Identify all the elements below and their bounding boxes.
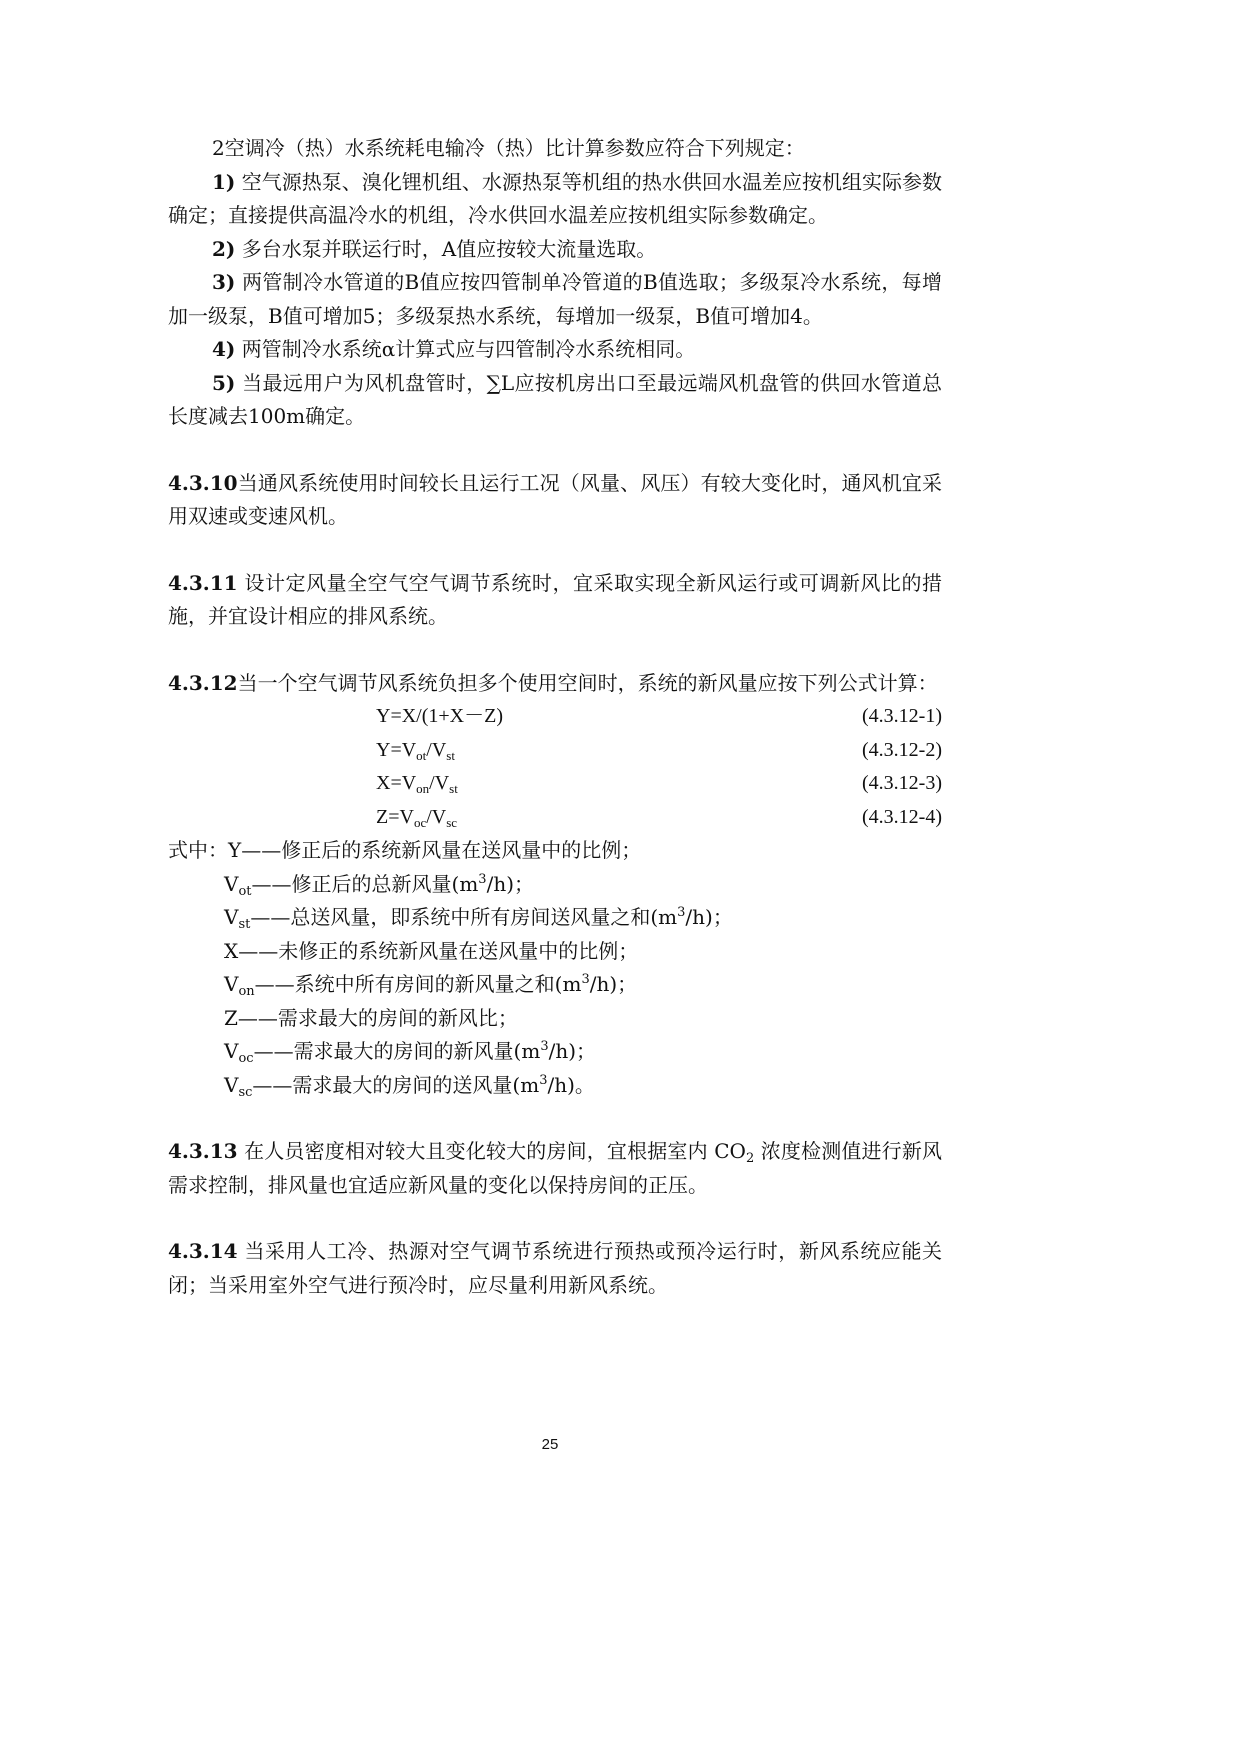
definition-von: $V_{on}——$系统中所有房间的新风量之和$(m^3/h)$；	[224, 972, 638, 999]
formula-4-3-12-3	[168, 767, 942, 801]
clause-text: 设计定风量全空气空气调节系统时，宜采取实现全新风运行或可调新风比的措施，并宜设计相应的排风系统。	[168, 570, 942, 628]
definition-vst: $V_{st}——$总送风量，即系统中所有房间送风量之和$(m^3/h)$；	[224, 905, 733, 932]
formula-expression: $Y=V_{ot}/V_{st}$	[376, 738, 455, 763]
clause-4-3-11	[168, 567, 942, 634]
clause-number: 4.3.10	[168, 470, 238, 495]
formula-expression: Y=X/(1+X－Z)	[376, 705, 503, 727]
item-number: 3)	[212, 270, 236, 294]
section-2-intro: 2空调冷（热）水系统耗电输冷（热）比计算参数应符合下列规定：	[212, 136, 805, 160]
formula-number: (4.3.12-2)	[862, 738, 942, 761]
where-label: 式中：	[168, 838, 228, 862]
formula-4-3-12-4	[168, 801, 942, 835]
clause-text: 当采用人工冷、热源对空气调节系统进行预热或预冷运行时，新风系统应能关闭；当采用室外空气进行预冷时，应尽量利用新风系统。	[168, 1239, 942, 1297]
clause-text: 当通风系统使用时间较长且运行工况（风量、风压）有较大变化时，通风机宜采用双速或变速风机。	[168, 470, 942, 528]
list-item	[168, 367, 942, 434]
list-item	[168, 333, 942, 367]
list-item	[168, 166, 942, 233]
definition-y: Y——修正后的系统新风量在送风量中的比例；	[228, 838, 642, 862]
page-content	[168, 132, 942, 1302]
item-text: 空气源热泵、溴化锂机组、水源热泵等机组的热水供回水温差应按机组实际参数确定；直接提供高温冷水的机组，冷水供回水温差应按机组实际参数确定。	[168, 169, 943, 227]
clause-number: 4.3.13	[168, 1139, 238, 1163]
definition-vot: $V_{ot}——$修正后的总新风量$(m^3/h)$；	[224, 871, 534, 899]
clause-text: 当一个空气调节风系统负担多个使用空间时，系统的新风量应按下列公式计算：	[237, 670, 938, 695]
formula-number: (4.3.12-1)	[862, 705, 942, 727]
item-number: 1)	[212, 169, 236, 194]
formula-expression: $Z=V_{oc}/V_{sc}$	[376, 805, 458, 830]
formula-number: (4.3.12-3)	[862, 772, 942, 794]
clause-4-3-14	[168, 1235, 942, 1302]
definition-voc: $V_{oc}——$需求最大的房间的新风量$(m^3/h)$；	[224, 1039, 597, 1066]
clause-4-3-12	[168, 667, 942, 701]
formula-4-3-12-1	[168, 700, 942, 734]
where-line-y	[168, 834, 942, 868]
item-text: 多台水泵并联运行时，A值应按较大流量选取。	[241, 236, 657, 261]
item-number: 5)	[212, 370, 236, 395]
item-text: 两管制冷水系统α计算式应与四管制冷水系统相同。	[241, 337, 696, 361]
clause-number: 4.3.12	[168, 670, 238, 695]
item-number: 2)	[212, 236, 236, 261]
page-number: 25	[541, 1436, 559, 1453]
item-text: 当最远用户为风机盘管时，∑L应按机房出口至最远端风机盘管的供回水管道总长度减去100m确定。	[168, 370, 942, 428]
formula-4-3-12-2	[168, 734, 942, 768]
clause-4-3-13: 4.3.13 在人员密度相对较大且变化较大的房间，宜根据室内 $CO_2$ 浓度检测值进行新风需求控制，排风量也宜适应新风量的变化以保持房间的正压。	[168, 1139, 942, 1197]
formula-expression: $X=V_{on}/V_{st}$	[376, 772, 458, 796]
definition-vsc: $V_{sc}——$需求最大的房间的送风量$(m^3/h)$。	[224, 1072, 595, 1100]
clause-number: 4.3.14	[168, 1239, 238, 1263]
clause-4-3-10	[168, 467, 942, 534]
list-item	[168, 266, 942, 333]
item-text: 两管制冷水管道的B值应按四管制单冷管道的B值选取；多级泵冷水系统，每增加一级泵，B值可增加5；多级泵热水系统，每增加一级泵，B值可增加4。	[168, 270, 942, 328]
list-item	[168, 233, 942, 267]
definition-z: Z——需求最大的房间的新风比；	[224, 1005, 518, 1030]
clause-number: 4.3.11	[168, 570, 238, 595]
formula-number: (4.3.12-4)	[862, 805, 942, 828]
definition-x: X——未修正的系统新风量在送风量中的比例；	[224, 938, 639, 963]
item-number: 4)	[212, 337, 236, 361]
